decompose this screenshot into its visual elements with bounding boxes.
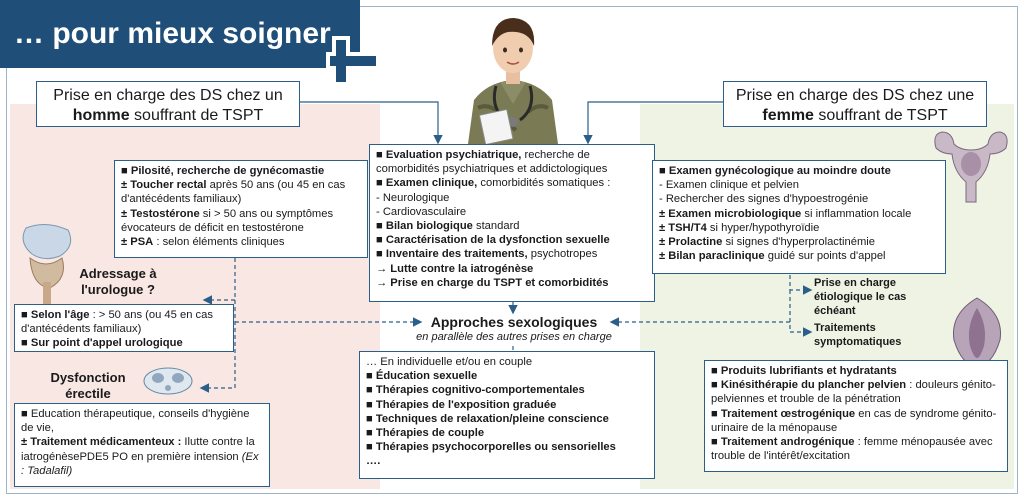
female-exam-item-3: ± Examen microbiologique si inflammation locale — [659, 207, 912, 220]
sexology-item-2: ■ Thérapies cognitivo-comportementales — [366, 384, 585, 397]
female-exam-item-2: - Rechercher des signes d'hypoestrogénie — [659, 193, 869, 206]
female-header-line1: Prise en charge des DS chez une — [735, 87, 975, 104]
sexology-item-4: ■ Techniques de relaxation/pleine conscience — [366, 412, 609, 425]
male-exam-box — [114, 160, 368, 258]
sexology-box — [359, 351, 655, 479]
penile-section-icon — [142, 366, 194, 396]
sexology-sub: en parallèle des autres prises en charge — [416, 331, 612, 343]
female-exam-item-6: ± Bilan paraclinique guidé sur points d'appel — [659, 250, 886, 263]
sexology-item-1: ■ Éducation sexuelle — [366, 370, 478, 383]
female-treatment-box — [704, 360, 1008, 472]
female-exam-item-4: ± TSH/T4 si hyper/hypothyroïdie — [659, 221, 820, 234]
prostate-icon — [16, 222, 78, 304]
female-exam-box — [652, 160, 946, 274]
female-header-rest: souffrant de TSPT — [813, 107, 948, 124]
sexology-item-6: ■ Thérapies psychocorporelles ou sensorielles — [366, 441, 616, 454]
female-header — [723, 81, 987, 127]
male-header-bold: homme — [72, 107, 130, 124]
sexology-label: Approches sexologiques — [430, 314, 598, 330]
sexology-item-3: ■ Thérapies de l'exposition graduée — [366, 398, 557, 411]
symptomatic-label: Traitements symptomatiques — [814, 322, 902, 348]
female-treat-item-0: ■ Produits lubrifiants et hydratants — [711, 365, 897, 377]
male-exam-item-3: ± PSA : selon éléments cliniques — [121, 236, 285, 249]
uterus-icon — [930, 128, 1012, 204]
female-header-bold: femme — [762, 107, 814, 124]
sexology-item-0: … En individuelle et/ou en couple — [366, 356, 533, 368]
center-item-2: - Neurologique — [376, 191, 450, 204]
center-item-7: → Lutte contre la iatrogénèse — [376, 262, 534, 275]
male-exam-item-0: ■ Pilosité, recherche de gynécomastie — [121, 165, 325, 177]
urologist-item-0: ■ Selon l'âge : > 50 ans (ou 45 en cas d'antécédents familiaux) — [21, 309, 213, 336]
center-item-8: → Prise en charge du TSPT et comorbidités — [376, 276, 609, 289]
female-exam-item-1: - Examen clinique et pelvien — [659, 179, 799, 192]
male-exam-item-1: ± Toucher rectal après 50 ans (ou 45 en cas d'antécédents familiaux) — [121, 179, 346, 206]
erectile-box — [14, 403, 270, 487]
military-doctor-illustration — [448, 8, 578, 144]
female-exam-item-0: ■ Examen gynécologique au moindre doute — [659, 165, 891, 177]
female-treat-item-1: ■ Kinésithérapie du plancher pelvien : douleurs génito-pelviennes et trouble de la pénétration — [711, 379, 996, 406]
erectile-label: Dysfonction érectile — [50, 370, 126, 401]
sexology-item-5: ■ Thérapies de couple — [366, 427, 485, 440]
erectile-item-1: ± Traitement médicamenteux : Ilutte contre la iatrogénèsePDE5 PO en première intension (Ex : Tadalafil) — [21, 436, 259, 477]
male-exam-item-2: ± Testostérone si > 50 ans ou symptômes évocateurs de déficit en testostérone — [121, 207, 334, 234]
etiologic-label: Prise en charge étiologique le cas échéant — [814, 277, 907, 317]
male-header-line1: Prise en charge des DS chez un — [53, 87, 283, 104]
center-item-6: ■ Inventaire des traitements, psychotropes — [376, 248, 598, 261]
center-item-1: ■ Examen clinique, comorbidités somatiques : — [376, 177, 611, 190]
vulva-icon — [944, 296, 1010, 368]
male-header — [36, 81, 300, 127]
urologist-label: Adressage à l'urologue ? — [79, 266, 157, 297]
female-treat-item-2: ■ Traitement œstrogénique en cas de syndrome génito-urinaire de la ménopause — [711, 407, 997, 434]
urologist-box — [14, 304, 234, 352]
sexology-section — [396, 314, 632, 344]
page-title: … pour mieux soigner — [0, 0, 360, 68]
urologist-item-1: ■ Sur point d'appel urologique — [21, 337, 183, 350]
female-treat-item-3: ■ Traitement androgénique : femme ménopausée avec trouble de l'intérêt/excitation — [711, 436, 993, 463]
center-item-4: ■ Bilan biologique standard — [376, 220, 520, 233]
center-item-5: ■ Caractérisation de la dysfonction sexuelle — [376, 234, 610, 247]
female-exam-item-5: ± Prolactine si signes d'hyperprolactinémie — [659, 236, 875, 249]
erectile-item-0: ■ Education thérapeutique, conseils d'hygiène de vie, — [21, 408, 250, 435]
sexology-item-7: …. — [366, 455, 381, 468]
center-evaluation-box — [369, 144, 655, 302]
center-item-0: ■ Evaluation psychiatrique, recherche de comorbidités psychiatriques et addictologiques — [376, 149, 608, 176]
male-header-rest: souffrant de TSPT — [129, 107, 264, 124]
center-item-3: - Cardiovasculaire — [376, 205, 467, 218]
